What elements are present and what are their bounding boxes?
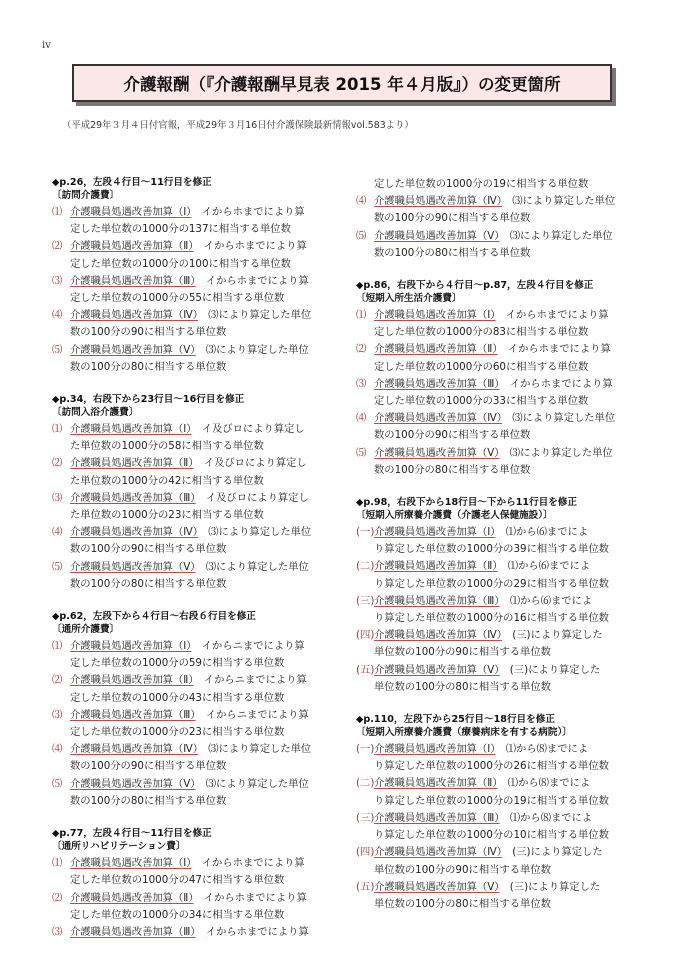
item-text: ⑶により算定した単位	[208, 526, 312, 539]
list-item	[356, 445, 656, 479]
item-continuation: 数の100分の80に相当する単位数	[70, 794, 227, 807]
item-marker: ⑸	[52, 343, 63, 356]
continued-section	[356, 176, 656, 262]
item-marker: ⑴	[52, 206, 63, 218]
item-continuation: 単位数の100分の80に相当する単位数	[374, 897, 551, 910]
item-marker: ⑷	[356, 412, 367, 425]
item-title: 介護職員処遇改善加算（Ⅴ）	[70, 777, 196, 790]
section-heading: ◆p.62，左段下から４行目～右段６行目を修正	[52, 611, 256, 623]
item-marker: (五)	[356, 880, 375, 893]
revision-section	[52, 827, 352, 941]
item-text: イからホまでにより算	[507, 343, 611, 356]
item-title: 介護職員処遇改善加算（Ⅲ）	[70, 708, 196, 721]
section-heading: ◆p.86，右段下から４行目～p.87，左段４行目を修正	[356, 280, 594, 292]
list-item	[52, 455, 352, 489]
item-continuation: 数の100分の80に相当する単位数	[70, 360, 227, 373]
list-item	[356, 810, 656, 844]
item-title: 介護職員処遇改善加算（Ⅳ）	[70, 526, 198, 539]
section-subheading: 〔短期入所療養介護費（介護老人保健施設）〕	[356, 510, 553, 522]
list-item	[52, 776, 352, 810]
item-text: イ及びロにより算定し	[205, 491, 309, 504]
item-continuation: 数の100分の90に相当する単位数	[70, 543, 227, 556]
item-text: ⑶により算定した単位	[509, 229, 613, 242]
item-title: 介護職員処遇改善加算（Ⅳ）	[70, 743, 198, 756]
item-marker: ⑷	[356, 195, 367, 208]
item-text: ⑶により算定した単位	[512, 412, 616, 425]
right-column	[356, 176, 656, 930]
revision-section	[356, 713, 656, 913]
item-continuation: り算定した単位数の1000分の19に相当する単位数	[374, 794, 609, 807]
page-title: 介護報酬（『介護報酬早見表 2015 年４月版』）の変更箇所	[72, 64, 612, 102]
item-text: ⑶により算定した単位	[205, 343, 309, 356]
item-marker: ⑴	[52, 640, 63, 653]
item-title: 介護職員処遇改善加算（Ⅱ）	[70, 891, 194, 904]
list-item	[52, 421, 352, 455]
item-continuation: り算定した単位数の1000分の16に相当する単位数	[374, 612, 609, 625]
revision-section	[356, 496, 656, 696]
page-number: iv	[42, 40, 51, 51]
item-continuation: た単位数の1000分の58に相当する単位数	[70, 440, 264, 453]
section-subheading: 〔通所リハビリテーション費〕	[52, 841, 186, 853]
item-continuation: 定した単位数の1000分の137に相当する単位数	[70, 223, 291, 236]
item-marker: ⑶	[52, 708, 63, 721]
item-text: ⑴から⑹までによ	[505, 526, 589, 539]
revision-section	[356, 279, 656, 479]
item-text: イ及びロにより算定し	[201, 423, 305, 436]
item-marker: ⑴	[52, 423, 63, 436]
item-marker: ⑴	[356, 309, 367, 322]
item-marker: ⑵	[52, 891, 63, 904]
item-text: ⑴から⑻までによ	[509, 811, 593, 824]
item-text: イからホまでにより算	[203, 891, 307, 904]
list-item	[356, 376, 656, 410]
item-marker: ⑷	[52, 309, 63, 322]
list-item	[356, 410, 656, 444]
list-item	[52, 342, 352, 376]
item-marker: ⑷	[52, 743, 63, 756]
item-marker: ⑸	[356, 446, 367, 459]
item-text: ⑶により算定した単位	[208, 309, 312, 322]
item-continuation: 数の100分の90に相当する単位数	[70, 760, 227, 773]
item-title: 介護職員処遇改善加算（Ⅱ）	[374, 777, 498, 790]
item-marker: (四)	[356, 629, 375, 642]
item-text: ⑶により算定した単位	[205, 777, 309, 790]
item-text: イからホまでにより算	[201, 206, 305, 218]
section-heading: ◆p.34，右段下から23行目～16行目を修正	[52, 394, 245, 406]
left-column	[52, 176, 352, 958]
item-title: 介護職員処遇改善加算（Ⅰ）	[70, 423, 192, 436]
item-continuation: 定した単位数の1000分の43に相当する単位数	[70, 691, 285, 704]
item-marker: ⑵	[356, 343, 367, 356]
list-item	[52, 307, 352, 341]
revision-section	[52, 176, 352, 376]
item-continuation: 数の100分の90に相当する単位数	[70, 326, 227, 339]
item-continuation: り算定した単位数の1000分の39に相当する単位数	[374, 543, 609, 556]
section-heading: ◆p.98，右段下から18行目～下から11行目を修正	[356, 497, 578, 509]
item-title: 介護職員処遇改善加算（Ⅳ）	[374, 846, 502, 859]
item-continuation: 数の100分の80に相当する単位数	[374, 246, 531, 259]
item-marker: (三)	[356, 811, 375, 824]
item-continuation: 定した単位数の1000分の59に相当する単位数	[70, 657, 285, 670]
item-marker: ⑸	[356, 229, 367, 242]
item-text: (三)により算定した	[509, 663, 601, 676]
list-item	[52, 672, 352, 706]
item-title: 介護職員処遇改善加算（Ⅱ）	[374, 343, 498, 356]
list-item	[356, 844, 656, 878]
item-marker: ⑸	[52, 560, 63, 573]
item-marker: (一)	[356, 743, 375, 756]
source-note: （平成29年３月４日付官報，平成29年３月16日付介護保険最新情報vol.583より）	[62, 120, 414, 131]
item-marker: ⑶	[52, 925, 63, 938]
item-text: (三)により算定した	[509, 880, 601, 893]
item-title: 介護職員処遇改善加算（Ⅱ）	[70, 457, 194, 470]
item-marker: ⑷	[52, 526, 63, 539]
item-title: 介護職員処遇改善加算（Ⅴ）	[374, 663, 500, 676]
item-title: 介護職員処遇改善加算（Ⅲ）	[70, 491, 196, 504]
list-item	[52, 741, 352, 775]
item-marker: (一)	[356, 526, 375, 539]
item-marker: ⑴	[52, 857, 63, 870]
item-title: 介護職員処遇改善加算（Ⅰ）	[374, 743, 496, 756]
item-title: 介護職員処遇改善加算（Ⅰ）	[374, 526, 496, 539]
list-item	[52, 273, 352, 307]
item-text: ⑶により算定した単位	[509, 446, 613, 459]
list-item	[356, 662, 656, 696]
item-title: 介護職員処遇改善加算（Ⅴ）	[374, 880, 500, 893]
list-item	[52, 890, 352, 924]
list-item	[356, 193, 656, 227]
list-item	[52, 204, 352, 238]
item-continuation: り算定した単位数の1000分の26に相当する単位数	[374, 760, 609, 773]
item-title: 介護職員処遇改善加算（Ⅰ）	[374, 309, 496, 322]
item-continuation: り算定した単位数の1000分の10に相当する単位数	[374, 829, 609, 842]
item-continuation: 定した単位数の1000分の55に相当する単位数	[70, 292, 285, 305]
item-continuation: 数の100分の90に相当する単位数	[374, 429, 531, 442]
item-text: ⑶により算定した単位	[208, 743, 312, 756]
item-text: (三)により算定した	[512, 846, 603, 859]
item-continuation: 単位数の100分の90に相当する単位数	[374, 646, 551, 659]
list-item	[356, 741, 656, 775]
item-title: 介護職員処遇改善加算（Ⅱ）	[70, 240, 194, 253]
list-item	[52, 924, 352, 941]
list-item	[356, 879, 656, 913]
item-text: イからホまでにより算	[509, 377, 613, 390]
item-text: イからホまでにより算	[505, 309, 609, 322]
item-title: 介護職員処遇改善加算（Ⅴ）	[374, 446, 500, 459]
item-title: 介護職員処遇改善加算（Ⅴ）	[374, 229, 500, 242]
item-continuation: 定した単位数の1000分の34に相当する単位数	[70, 908, 285, 921]
section-heading: ◆p.110，左段下から25行目～18行目を修正	[356, 714, 555, 726]
item-title: 介護職員処遇改善加算（Ⅴ）	[70, 560, 196, 573]
item-text: ⑶により算定した単位	[205, 560, 309, 573]
item-title: 介護職員処遇改善加算（Ⅰ）	[70, 206, 192, 218]
section-subheading: 〔訪問介護費〕	[52, 190, 120, 201]
item-marker: (四)	[356, 846, 375, 859]
item-title: 介護職員処遇改善加算（Ⅰ）	[70, 640, 192, 653]
item-title: 介護職員処遇改善加算（Ⅲ）	[70, 274, 196, 287]
item-continuation: 単位数の100分の90に相当する単位数	[374, 863, 551, 876]
list-item	[52, 707, 352, 741]
list-item	[52, 524, 352, 558]
item-text: (三)により算定した	[512, 629, 603, 642]
list-item	[52, 238, 352, 272]
item-continuation: 定した単位数の1000分の19に相当する単位数	[374, 178, 589, 190]
list-item	[356, 228, 656, 262]
list-item	[356, 307, 656, 341]
item-text: ⑶により算定した単位	[512, 195, 616, 208]
item-title: 介護職員処遇改善加算（Ⅱ）	[70, 674, 194, 687]
item-title: 介護職員処遇改善加算（Ⅲ）	[374, 811, 500, 824]
list-item	[356, 627, 656, 661]
list-item	[52, 638, 352, 672]
item-text: イからホまでにより算	[205, 925, 309, 938]
item-continuation: 数の100分の80に相当する単位数	[70, 577, 227, 590]
item-title: 介護職員処遇改善加算（Ⅰ）	[70, 857, 192, 870]
item-text: イからホまでにより算	[203, 240, 307, 253]
section-subheading: 〔通所介護費〕	[52, 624, 120, 636]
item-continuation: 定した単位数の1000分の100に相当する単位数	[70, 257, 291, 270]
section-heading: ◆p.77，左段４行目～11行目を修正	[52, 828, 212, 840]
item-continuation: 定した単位数の1000分の83に相当する単位数	[374, 326, 589, 339]
item-title: 介護職員処遇改善加算（Ⅳ）	[70, 309, 198, 322]
item-continuation: 定した単位数の1000分の60に相当する単位数	[374, 360, 589, 373]
list-item	[52, 855, 352, 889]
item-marker: ⑶	[52, 274, 63, 287]
item-continuation: 定した単位数の1000分の23に相当する単位数	[70, 726, 285, 739]
item-continuation: り算定した単位数の1000分の29に相当する単位数	[374, 577, 609, 590]
item-marker: (二)	[356, 560, 375, 573]
revision-section	[52, 610, 352, 810]
item-text: イからホまでにより算	[201, 857, 305, 870]
list-item	[356, 775, 656, 809]
item-title: 介護職員処遇改善加算（Ⅳ）	[374, 412, 502, 425]
item-marker: ⑶	[356, 377, 367, 390]
list-item	[356, 341, 656, 375]
item-continuation: た単位数の1000分の42に相当する単位数	[70, 474, 264, 487]
item-title: 介護職員処遇改善加算（Ⅳ）	[374, 629, 502, 642]
item-marker: (二)	[356, 777, 375, 790]
list-item	[52, 559, 352, 593]
item-title: 介護職員処遇改善加算（Ⅴ）	[70, 343, 196, 356]
item-title: 介護職員処遇改善加算（Ⅲ）	[374, 377, 500, 390]
section-heading: ◆p.26，左段４行目～11行目を修正	[52, 177, 212, 188]
item-marker: ⑵	[52, 240, 63, 253]
section-subheading: 〔訪問入浴介護費〕	[52, 407, 139, 419]
item-marker: ⑵	[52, 674, 63, 687]
item-continuation: 数の100分の80に相当する単位数	[374, 463, 531, 476]
item-title: 介護職員処遇改善加算（Ⅱ）	[374, 560, 498, 573]
item-title: 介護職員処遇改善加算（Ⅲ）	[70, 925, 196, 938]
item-marker: ⑵	[52, 457, 63, 470]
item-title: 介護職員処遇改善加算（Ⅳ）	[374, 195, 502, 208]
section-subheading: 〔短期入所療養介護費（療養病床を有する病院）〕	[356, 727, 572, 739]
item-continuation: 定した単位数の1000分の33に相当する単位数	[374, 395, 589, 408]
revision-section	[52, 393, 352, 593]
item-text: イからニまでにより算	[203, 674, 307, 687]
item-text: イからニまでにより算	[201, 640, 305, 653]
item-marker: (五)	[356, 663, 375, 676]
item-marker: ⑶	[52, 491, 63, 504]
item-marker: (三)	[356, 594, 375, 607]
item-text: ⑴から⑹までによ	[509, 594, 593, 607]
item-text: イからニまでにより算	[205, 708, 309, 721]
item-marker: ⑸	[52, 777, 63, 790]
item-text: ⑴から⑹までによ	[507, 560, 591, 573]
list-item	[356, 593, 656, 627]
item-text: ⑴から⑻までによ	[507, 777, 591, 790]
section-subheading: 〔短期入所生活介護費〕	[356, 293, 462, 305]
list-item	[52, 490, 352, 524]
item-continuation: た単位数の1000分の23に相当する単位数	[70, 509, 264, 522]
item-continuation: 数の100分の90に相当する単位数	[374, 212, 531, 225]
list-item	[356, 524, 656, 558]
item-text: イ及びロにより算定し	[203, 457, 307, 470]
item-continuation: 定した単位数の1000分の47に相当する単位数	[70, 874, 285, 887]
item-title: 介護職員処遇改善加算（Ⅲ）	[374, 594, 500, 607]
list-item	[356, 558, 656, 592]
item-text: イからホまでにより算	[205, 274, 309, 287]
item-continuation: 単位数の100分の80に相当する単位数	[374, 680, 551, 693]
item-text: ⑴から⑻までによ	[505, 743, 589, 756]
